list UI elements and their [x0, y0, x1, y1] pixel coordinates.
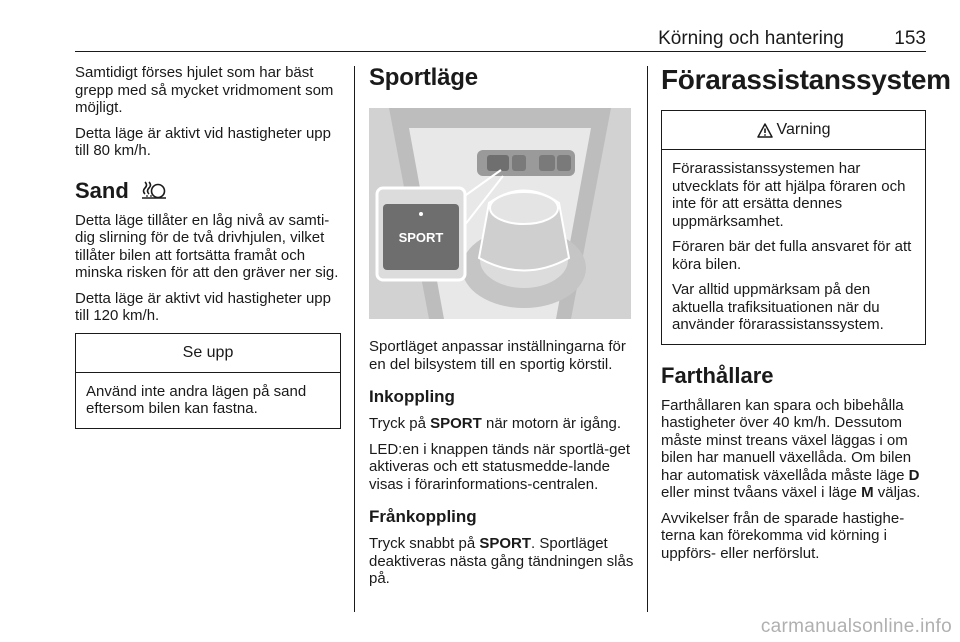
col1-paragraph-4: Detta läge är aktivt vid hastigheter upp till 120 km/h. [75, 289, 331, 324]
sand-mode-icon [141, 180, 167, 200]
gear-d-label: D [908, 466, 920, 484]
gear-m-label: M [861, 484, 874, 501]
col2-paragraph-4: Tryck snabbt på SPORT. Sportläget deaktiveras nästa gång tändningen slås på. [369, 535, 634, 587]
col2-paragraph-2: Tryck på SPORT när motorn är igång. [369, 415, 622, 432]
col3-paragraph-1: Farthållaren kan spara och bibehålla hastigheter över 40 km/h. Dessutom måste minst treans växel läggas i om bilen har manuell växellåda. Om bilen har automatisk växellåda måste läge D eller minst tvåans växel i läge M väljas. [661, 396, 921, 501]
warning-box [661, 110, 926, 345]
warning-title: Varning [776, 121, 831, 138]
warning-paragraph-3: Var alltid uppmärksam på den aktuella trafiksituationen när du använder förarassistanssystem. [672, 281, 884, 333]
warning-triangle-icon [757, 123, 773, 138]
column-2 [369, 64, 635, 596]
watermark: carmanualsonline.info [760, 616, 952, 637]
col1-paragraph-2: Detta läge är aktivt vid hastigheter upp till 80 km/h. [75, 124, 331, 159]
column-divider-1 [354, 66, 355, 612]
deactivation-heading: Frånkoppling [369, 507, 477, 526]
sport-button-label: SPORT [398, 230, 444, 245]
page-header [75, 18, 926, 52]
warning-header [662, 111, 925, 150]
sand-heading [75, 178, 341, 204]
col2-paragraph-1: Sportläget anpassar inställningarna för en del bilsystem till en sportig körstil. [369, 338, 626, 373]
header-rule [75, 51, 926, 52]
warning-paragraph-2: Föraren bär det fulla ansvaret för att köra bilen. [672, 238, 912, 273]
sport-button-figure [369, 108, 631, 319]
warning-paragraph-1: Förarassistanssystemen har utvecklats för att hjälpa föraren och inte för att ersätta dennes uppmärksamhet. [672, 160, 906, 230]
page-number: 153 [894, 28, 926, 49]
sport-mode-heading: Sportläge [369, 64, 478, 91]
col3-paragraph-2: Avvikelser från de sparade hastighe-terna kan förekomma vid körning i uppförs- eller nerförslut. [661, 509, 905, 562]
sport-keyword: SPORT [430, 415, 482, 432]
col1-paragraph-1: Samtidigt förses hjulet som har bäst grepp med så mycket vridmoment som möjligt. [75, 64, 334, 116]
column-3 [661, 64, 951, 570]
sport-keyword: SPORT [479, 535, 532, 552]
activation-heading: Inkoppling [369, 387, 455, 406]
column-1 [75, 64, 341, 429]
caution-title: Se upp [76, 334, 340, 373]
caution-box [75, 333, 341, 429]
sand-heading-text: Sand [75, 177, 129, 203]
chapter-title: Körning och hantering [658, 28, 844, 49]
driver-assistance-heading: Förarassistanssystem [661, 64, 951, 95]
column-divider-2 [647, 66, 648, 612]
col2-paragraph-3: LED:en i knappen tänds när sportlä-get aktiveras och ett statusmedde-lande visas i förarinformations-centralen. [369, 440, 630, 493]
caution-text: Använd inte andra lägen på sand eftersom bilen kan fastna. [86, 382, 307, 417]
col1-paragraph-3: Detta läge tillåter en låg nivå av samti-dig slirning för de två drivhjulen, vilket tillåter bilen att fortsätta framåt och minska risken för att den gräver ner sig. [75, 211, 339, 281]
cruise-control-heading: Farthållare [661, 362, 774, 388]
